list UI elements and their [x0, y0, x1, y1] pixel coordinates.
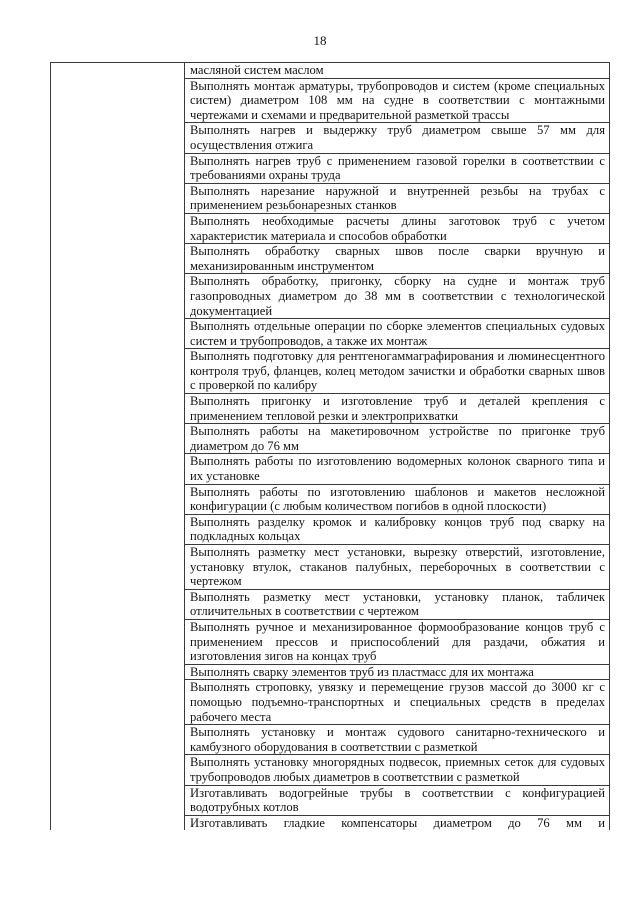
table-cell-action: масляной систем маслом — [185, 63, 610, 79]
table-cell-action: Выполнять отдельные операции по сборке элементов специальных судовых систем и трубопроводов, а также их монтаж — [185, 319, 610, 349]
table-cell-action: Выполнять сварку элементов труб из пластмасс для их монтажа — [185, 664, 610, 680]
labor-functions-table — [50, 62, 610, 830]
table-cell-action: Выполнять нарезание наружной и внутренней резьбы на трубах с применением резьбонарезных станков — [185, 183, 610, 213]
table-cell-action: Выполнять монтаж арматуры, трубопроводов и систем (кроме специальных систем) диаметром 108 мм на судне в соответствии с монтажными чертежами и схемами и предварительной разметкой трассы — [185, 78, 610, 123]
table-cell-action: Выполнять обработку, пригонку, сборку на судне и монтаж труб газопроводных диаметром до 38 мм в соответствии с технологической документацией — [185, 274, 610, 319]
table-cell-action: Выполнять необходимые расчеты длины заготовок труб с учетом характеристик материала и способов обработки — [185, 213, 610, 243]
table-cell-action: Выполнять обработку сварных швов после сварки вручную и механизированным инструментом — [185, 244, 610, 274]
table-cell-action: Выполнять установку многорядных подвесок, приемных сеток для судовых трубопроводов любых диаметров в соответствии с разметкой — [185, 755, 610, 785]
page-number: 18 — [313, 33, 327, 48]
table-cell-action: Выполнять работы на макетировочном устройстве по пригонке труб диаметром до 76 мм — [185, 424, 610, 454]
table-cell-action: Выполнять работы по изготовлению водомерных колонок сварного типа и их установке — [185, 454, 610, 484]
table-left-column-cell — [51, 63, 185, 831]
table-cell-action: Выполнять подготовку для рентгеногаммаграфирования и люминесцентного контроля труб, фланцев, колец методом зачистки и обработки сварных швов с проверкой по калибру — [185, 349, 610, 394]
table-cell-action: Изготавливать гладкие компенсаторы диаметром до 76 мм и — [185, 815, 610, 830]
table-cell-action: Выполнять разметку мест установки, вырезку отверстий, изготовление, установку втулок, стаканов палубных, переборочных в соответствии с чертежом — [185, 545, 610, 590]
table-row — [51, 63, 610, 79]
table-cell-action: Выполнять работы по изготовлению шаблонов и макетов несложной конфигурации (с любым количеством погибов в одной плоскости) — [185, 484, 610, 514]
table-cell-action: Выполнять разделку кромок и калибровку концов труб под сварку на подкладных кольцах — [185, 514, 610, 544]
table-cell-action: Выполнять пригонку и изготовление труб и деталей крепления с применением тепловой резки и электроприхватки — [185, 394, 610, 424]
table-cell-action: Выполнять нагрев труб с применением газовой горелки в соответствии с требованиями охраны труда — [185, 153, 610, 183]
table-cell-action: Выполнять нагрев и выдержку труб диаметром свыше 57 мм для осуществления отжига — [185, 123, 610, 153]
table-cell-action: Выполнять строповку, увязку и перемещение грузов массой до 3000 кг с помощью подъемно-транспортных и специальных средств в пределах рабочего места — [185, 680, 610, 725]
table-cell-action: Выполнять ручное и механизированное формообразование концов труб с применением прессов и приспособлений для раздачи, обжатия и изготовления зигов на концах труб — [185, 619, 610, 664]
table-cell-action: Выполнять установку и монтаж судового санитарно-технического и камбузного оборудования в соответствии с разметкой — [185, 725, 610, 755]
table-cell-action: Выполнять разметку мест установки, установку планок, табличек отличительных в соответствии с чертежом — [185, 589, 610, 619]
table-cell-action: Изготавливать водогрейные трубы в соответствии с конфигурацией водотрубных котлов — [185, 785, 610, 815]
